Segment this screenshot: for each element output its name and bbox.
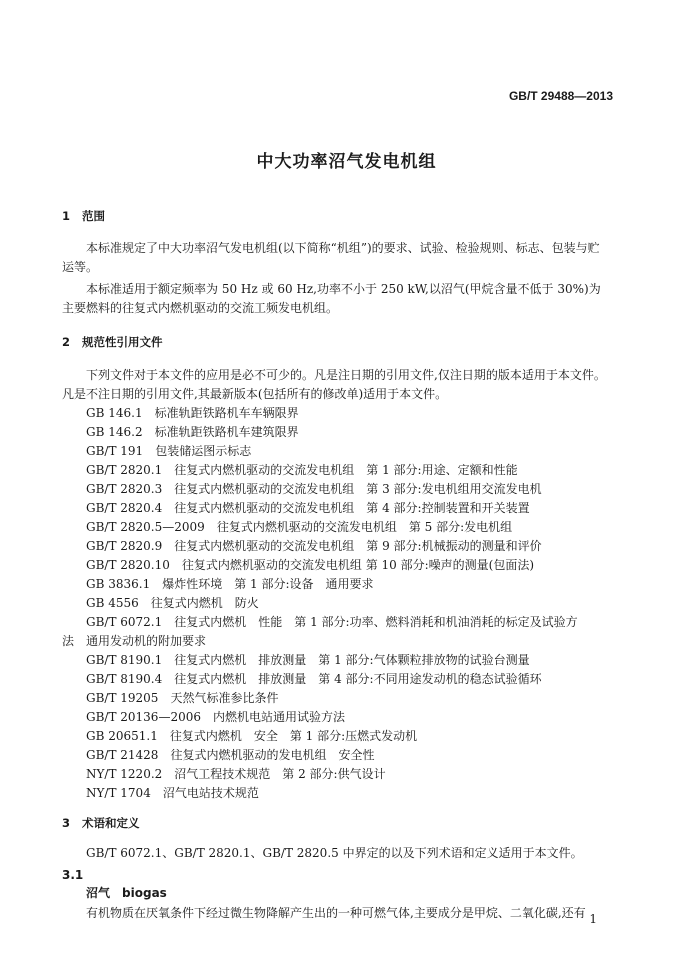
reference-item: GB/T 21428 往复式内燃机驱动的发电机组 安全性 — [86, 748, 375, 762]
reference-item: GB/T 19205 天然气标准参比条件 — [86, 691, 279, 705]
reference-item: GB 146.1 标准轨距铁路机车车辆限界 — [86, 406, 299, 420]
term-cn: 沼气 — [86, 886, 111, 900]
term-heading — [86, 885, 167, 901]
section-1-heading — [62, 208, 105, 224]
reference-item: GB 146.2 标准轨距铁路机车建筑限界 — [86, 425, 299, 439]
section-2-number: 2 — [62, 335, 71, 349]
references-intro-line1: 下列文件对于本文件的应用是必不可少的。凡是注日期的引用文件,仅注日期的版本适用于本文件。 — [86, 368, 606, 382]
reference-item: GB/T 6072.1 往复式内燃机 性能 第 1 部分:功率、燃料消耗和机油消耗的标定及试验方 — [86, 615, 578, 629]
reference-item: GB/T 8190.4 往复式内燃机 排放测量 第 4 部分:不同用途发动机的稳态试验循环 — [86, 672, 542, 686]
reference-item: GB/T 2820.5—2009 往复式内燃机驱动的交流发电机组 第 5 部分:发电机组 — [86, 520, 513, 534]
page-number: 1 — [589, 912, 597, 926]
reference-item: GB 4556 往复式内燃机 防火 — [86, 596, 259, 610]
section-2-heading — [62, 334, 163, 350]
reference-item: GB/T 2820.4 往复式内燃机驱动的交流发电机组 第 4 部分:控制装置和开关装置 — [86, 501, 530, 515]
section-2-title: 规范性引用文件 — [82, 335, 163, 349]
section-3-title: 术语和定义 — [82, 816, 140, 830]
section-1-title: 范围 — [82, 209, 105, 223]
section-1-number: 1 — [62, 209, 71, 223]
scope-para1-line1: 本标准规定了中大功率沼气发电机组(以下简称“机组”)的要求、试验、检验规则、标志、包装与贮 — [86, 241, 600, 255]
terms-intro: GB/T 6072.1、GB/T 2820.1、GB/T 2820.5 中界定的以及下列术语和定义适用于本文件。 — [86, 846, 583, 860]
reference-item: NY/T 1704 沼气电站技术规范 — [86, 786, 259, 800]
term-definition: 有机物质在厌氧条件下经过微生物降解产生出的一种可燃气体,主要成分是甲烷、二氧化碳,还有 — [86, 906, 586, 920]
reference-item: GB/T 2820.10 往复式内燃机驱动的交流发电机组 第 10 部分:噪声的测量(包面法) — [86, 558, 535, 572]
scope-para2-line1: 本标准适用于额定频率为 50 Hz 或 60 Hz,功率不小于 250 kW,以沼气(甲烷含量不低于 30%)为 — [86, 282, 601, 296]
section-3-heading — [62, 815, 140, 831]
reference-item: NY/T 1220.2 沼气工程技术规范 第 2 部分:供气设计 — [86, 767, 386, 781]
reference-item: GB/T 20136—2006 内燃机电站通用试验方法 — [86, 710, 346, 724]
reference-item: GB 20651.1 往复式内燃机 安全 第 1 部分:压燃式发动机 — [86, 729, 418, 743]
term-number: 3.1 — [62, 868, 84, 882]
document-title: 中大功率沼气发电机组 — [256, 152, 437, 172]
scope-para1-line2: 运等。 — [62, 260, 99, 274]
reference-item: GB/T 191 包装储运图示标志 — [86, 444, 252, 458]
scope-para2-line2: 主要燃料的往复式内燃机驱动的交流工频发电机组。 — [62, 301, 339, 315]
reference-item: GB/T 2820.3 往复式内燃机驱动的交流发电机组 第 3 部分:发电机组用交流发电机 — [86, 482, 542, 496]
standard-number: GB/T 29488—2013 — [508, 89, 613, 103]
section-3-number: 3 — [62, 816, 71, 830]
references-intro-line2: 凡是不注日期的引用文件,其最新版本(包括所有的修改单)适用于本文件。 — [62, 387, 448, 401]
reference-item: GB/T 2820.9 往复式内燃机驱动的交流发电机组 第 9 部分:机械振动的测量和评价 — [86, 539, 542, 553]
term-en: biogas — [122, 886, 167, 900]
reference-item: GB 3836.1 爆炸性环境 第 1 部分:设备 通用要求 — [86, 577, 374, 591]
reference-item: GB/T 2820.1 往复式内燃机驱动的交流发电机组 第 1 部分:用途、定额和性能 — [86, 463, 518, 477]
reference-item: GB/T 8190.1 往复式内燃机 排放测量 第 1 部分:气体颗粒排放物的试验台测量 — [86, 653, 530, 667]
reference-item-continuation: 法 通用发动机的附加要求 — [62, 634, 207, 648]
